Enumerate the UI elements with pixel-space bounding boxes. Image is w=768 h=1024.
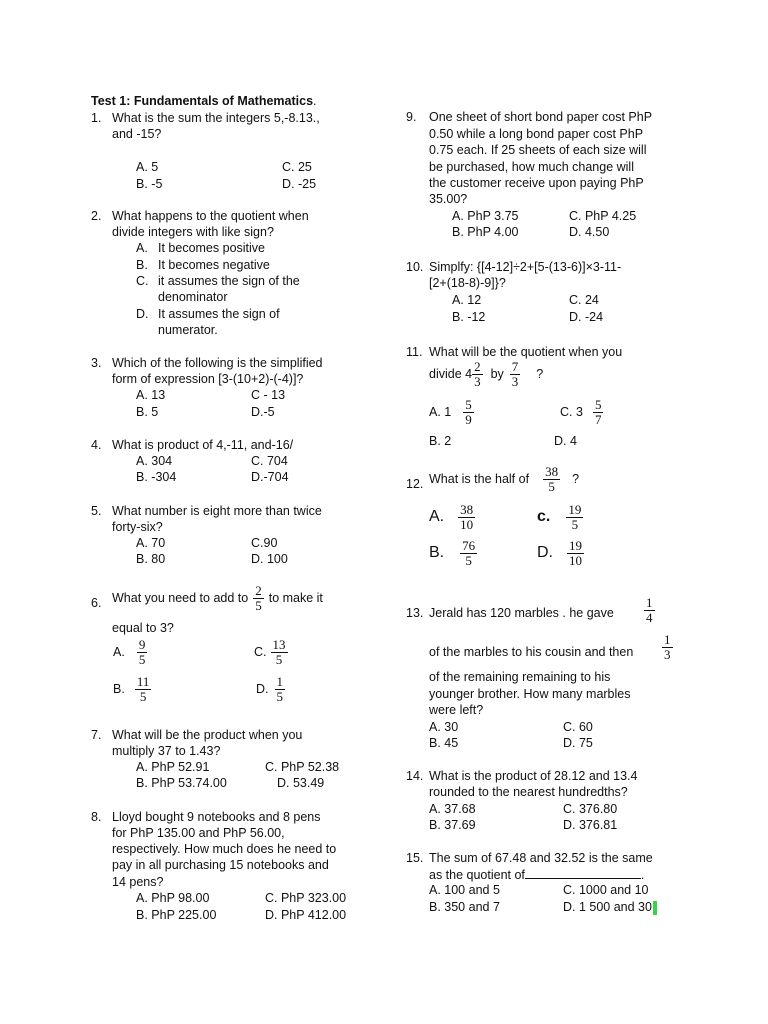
option-c[interactable]: C. 25 (282, 160, 312, 174)
fraction: $\frac{2}{5}$ (255, 583, 262, 613)
option-c-cont[interactable]: denominator (158, 290, 228, 304)
text-cursor-highlight (653, 901, 657, 915)
option-a[interactable]: It becomes positive (158, 241, 265, 255)
option-d[interactable]: D. 75 (563, 736, 593, 750)
fraction: $\frac{1}{3}$ (664, 632, 671, 662)
fraction: $\frac{1}{4}$ (646, 595, 653, 625)
fraction: $\frac{7}{3}$ (511, 359, 519, 389)
option-b[interactable]: B. PhP 4.00 (452, 225, 519, 239)
option-a[interactable]: A. 30 (429, 720, 459, 734)
option-c[interactable]: C. 60 (563, 720, 593, 734)
option-d-cont[interactable]: numerator. (158, 323, 218, 337)
option-d[interactable]: D. 4.50 (569, 225, 610, 239)
option-c[interactable]: C. 1000 and 10 (563, 883, 649, 897)
option-d[interactable]: D. 376.81 (563, 818, 618, 832)
option-a[interactable]: A. 5 (136, 160, 159, 174)
option-c[interactable]: C. 376.80 (563, 802, 618, 816)
option-c[interactable]: C - 13 (251, 388, 286, 402)
option-b[interactable]: B. $\frac{76}{5}$ (429, 538, 476, 568)
option-d[interactable]: D. -25 (282, 177, 317, 191)
option-c[interactable]: C. 704 (251, 454, 288, 468)
option-d[interactable]: D. $\frac{19}{10}$ (537, 538, 582, 568)
option-a[interactable]: A. PhP 98.00 (136, 891, 210, 905)
option-a[interactable]: A. $\frac{38}{10}$ (429, 502, 474, 532)
option-b[interactable]: B. 37.69 (429, 818, 476, 832)
option-d[interactable]: It assumes the sign of (158, 307, 280, 321)
option-a[interactable]: A. $\frac{9}{5}$ (113, 637, 146, 667)
option-a-letter[interactable]: A. (136, 241, 148, 255)
option-a[interactable]: A. 12 (452, 293, 482, 307)
option-b[interactable]: B. $\frac{11}{5}$ (113, 674, 150, 704)
option-d[interactable]: D. 53.49 (277, 776, 325, 790)
option-b[interactable]: B. PhP 53.74.00 (136, 776, 227, 790)
option-a[interactable]: A. PhP 3.75 (452, 209, 519, 223)
option-d[interactable]: D. -24 (569, 310, 604, 324)
option-d[interactable]: D. 4 (554, 434, 577, 448)
option-a[interactable]: A. 70 (136, 536, 166, 550)
option-d[interactable]: D. 100 (251, 552, 288, 566)
option-a[interactable]: A. 304 (136, 454, 173, 468)
option-d[interactable]: D. 1 500 and 30 (563, 899, 657, 915)
option-b[interactable]: B. 45 (429, 736, 459, 750)
option-a[interactable]: A. 13 (136, 388, 166, 402)
option-a[interactable]: A. 100 and 5 (429, 883, 500, 897)
option-b-letter[interactable]: B. (136, 258, 148, 272)
option-d[interactable]: D. PhP 412.00 (265, 908, 347, 922)
option-c[interactable]: it assumes the sign of the (158, 274, 300, 288)
option-c[interactable]: C. PhP 52.38 (265, 760, 340, 774)
option-b[interactable]: B. -5 (136, 177, 163, 191)
option-c[interactable]: C. PhP 4.25 (569, 209, 637, 223)
fraction: $\frac{2}{3}$ (474, 359, 481, 389)
option-c[interactable]: C.90 (251, 536, 278, 550)
option-c[interactable]: c. $\frac{19}{5}$ (537, 502, 582, 532)
option-b[interactable]: B. -304 (136, 470, 177, 484)
option-b[interactable]: It becomes negative (158, 258, 270, 272)
option-d[interactable]: D.-704 (251, 470, 289, 484)
option-d-letter[interactable]: D. (136, 307, 149, 321)
answer-blank[interactable] (525, 866, 641, 879)
option-d[interactable]: D.-5 (251, 405, 275, 419)
page-title: Test 1: Fundamentals of Mathematics. (91, 94, 317, 108)
option-b[interactable]: B. PhP 225.00 (136, 908, 217, 922)
option-c[interactable]: C. 24 (569, 293, 599, 307)
option-a[interactable]: A. PhP 52.91 (136, 760, 210, 774)
option-c[interactable]: C. $\frac{13}{5}$ (254, 637, 286, 667)
option-a[interactable]: A. 1 $\frac{5}{9}$ (429, 397, 472, 427)
option-b[interactable]: B. 5 (136, 405, 159, 419)
option-c[interactable]: C. PhP 323.00 (265, 891, 347, 905)
option-a[interactable]: A. 37.68 (429, 802, 476, 816)
option-c[interactable]: C. 3 $\frac{5}{7}$ (560, 397, 602, 427)
option-b[interactable]: B. 2 (429, 434, 452, 448)
option-d[interactable]: D. $\frac{1}{5}$ (256, 674, 283, 704)
option-c-letter[interactable]: C. (136, 274, 149, 288)
option-b[interactable]: B. 350 and 7 (429, 900, 500, 914)
option-b[interactable]: B. -12 (452, 310, 486, 324)
option-b[interactable]: B. 80 (136, 552, 166, 566)
fraction: $\frac{38}{5}$ (545, 464, 559, 494)
